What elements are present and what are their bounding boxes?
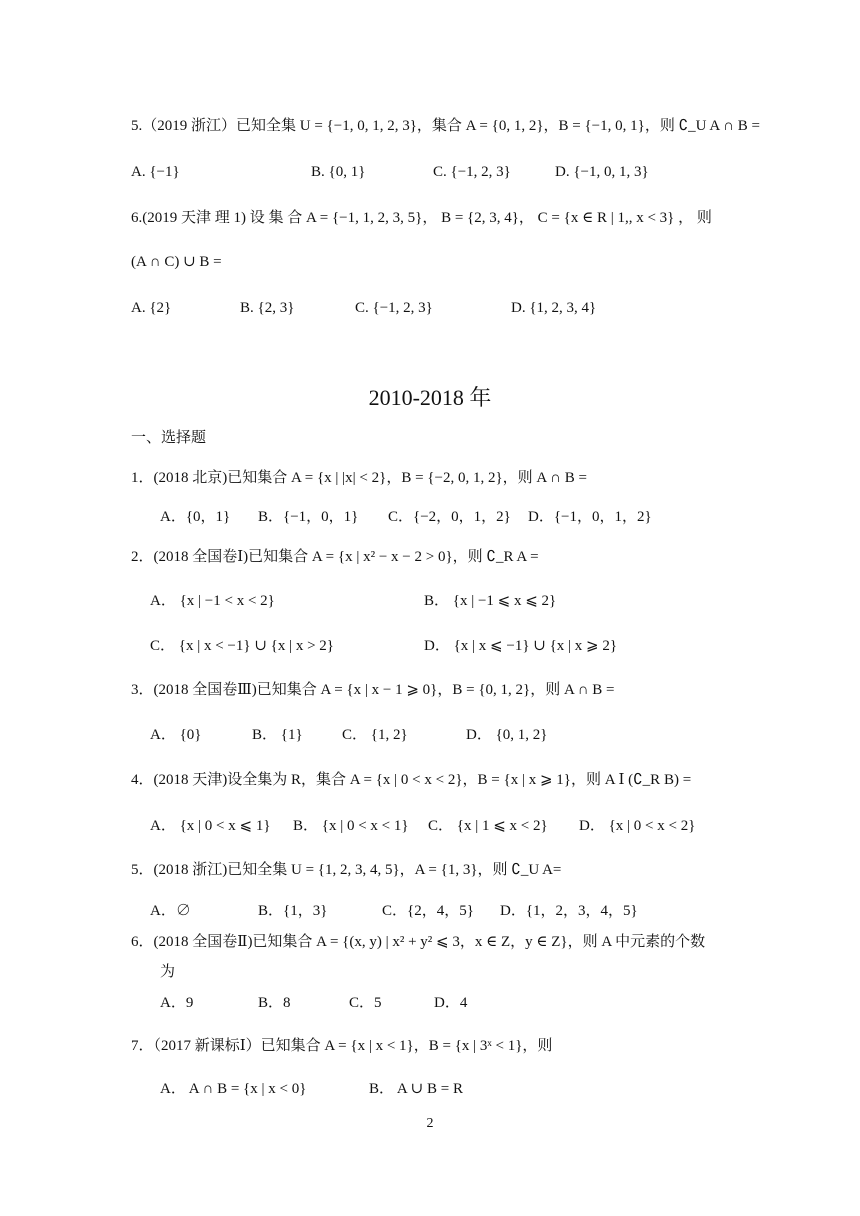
question-2-option-a: A． {x | −1 < x < 2} (150, 593, 275, 609)
page-number: 2 (426, 1116, 434, 1131)
question-4-option-a: A． {x | 0 < x ⩽ 1} (150, 818, 271, 834)
question-4-option-d: D． {x | 0 < x < 2} (579, 818, 696, 834)
question-1-option-b: B．{−1，0，1} (258, 509, 359, 525)
question-3-option-d: D． {0, 1, 2} (466, 727, 548, 743)
question-4-option-b: B． {x | 0 < x < 1} (293, 818, 409, 834)
question-2019-6-option-b: B. {2, 3} (240, 300, 295, 316)
question-2019-6-option-d: D. {1, 2, 3, 4} (511, 300, 597, 316)
question-1-option-c: C．{−2，0，1，2} (388, 509, 511, 525)
question-7-option-b: B． A ∪ B = R (369, 1081, 463, 1097)
question-3-option-c: C． {1, 2} (342, 727, 408, 743)
question-5-stem: 5．(2018 浙江)已知全集 U = {1, 2, 3, 4, 5}，A = {1, 3}，则 ∁_U A= (131, 862, 562, 878)
question-4-option-c: C． {x | 1 ⩽ x < 2} (428, 818, 548, 834)
question-3-option-a: A． {0} (150, 727, 202, 743)
question-2019-5-stem: 5.（2019 浙江）已知全集 U = {−1, 0, 1, 2, 3}，集合 A = {0, 1, 2}，B = {−1, 0, 1}，则 ∁_U A ∩ B = (131, 118, 760, 134)
question-2-stem: 2．(2018 全国卷Ⅰ)已知集合 A = {x | x² − x − 2 > 0}，则 ∁_R A = (131, 549, 539, 565)
question-3-option-b: B． {1} (252, 727, 303, 743)
question-5-option-b: B．{1，3} (258, 903, 328, 919)
question-7-option-a: A． A ∩ B = {x | x < 0} (160, 1081, 307, 1097)
question-6-stem-cont: 为 (160, 964, 176, 980)
question-7-stem: 7．（2017 新课标Ⅰ）已知集合 A = {x | x < 1}，B = {x | 3ˣ < 1}，则 (131, 1038, 553, 1054)
question-6-stem: 6．(2018 全国卷Ⅱ)已知集合 A = {(x, y) | x² + y² ⩽ 3，x ∈ Z，y ∈ Z}，则 A 中元素的个数 (131, 934, 706, 950)
question-1-stem: 1．(2018 北京)已知集合 A = {x | |x| < 2}，B = {−2, 0, 1, 2}，则 A ∩ B = (131, 470, 587, 486)
question-2019-5-option-d: D. {−1, 0, 1, 3} (555, 164, 649, 180)
question-2019-6-stem: 6.(2019 天津 理 1) 设 集 合 A = {−1, 1, 2, 3, 5}， B = {2, 3, 4}， C = {x ∈ R | 1,, x < 3} ， 则 (131, 210, 712, 226)
period-heading: 2010-2018 年 (368, 385, 492, 410)
question-3-stem: 3．(2018 全国卷Ⅲ)已知集合 A = {x | x − 1 ⩾ 0}，B = {0, 1, 2}，则 A ∩ B = (131, 682, 615, 698)
question-2-option-b: B． {x | −1 ⩽ x ⩽ 2} (424, 593, 557, 609)
question-1-option-d: D．{−1，0，1，2} (528, 509, 652, 525)
question-4-stem: 4．(2018 天津)设全集为 R，集合 A = {x | 0 < x < 2}，B = {x | x ⩾ 1}，则 A Ⅰ (∁_R B) = (131, 772, 692, 788)
question-2019-6-stem-cont: (A ∩ C) ∪ B = (131, 254, 222, 270)
question-6-option-d: D．4 (434, 995, 468, 1011)
section-title: 一、选择题 (131, 430, 207, 446)
question-6-option-a: A．9 (160, 995, 194, 1011)
question-2-option-d: D． {x | x ⩽ −1} ∪ {x | x ⩾ 2} (424, 638, 618, 654)
question-2019-6-option-a: A. {2} (131, 300, 172, 316)
question-5-option-c: C．{2，4，5} (382, 903, 474, 919)
question-6-option-c: C．5 (349, 995, 382, 1011)
question-6-option-b: B．8 (258, 995, 291, 1011)
question-2019-5-option-a: A. {−1} (131, 164, 180, 180)
question-5-option-a: A．∅ (150, 903, 191, 919)
question-1-option-a: A．{0，1} (160, 509, 231, 525)
question-2019-5-option-c: C. {−1, 2, 3} (433, 164, 511, 180)
question-2-option-c: C． {x | x < −1} ∪ {x | x > 2} (150, 638, 335, 654)
question-2019-6-option-c: C. {−1, 2, 3} (355, 300, 433, 316)
question-5-option-d: D．{1，2，3，4，5} (500, 903, 638, 919)
question-2019-5-option-b: B. {0, 1} (311, 164, 366, 180)
